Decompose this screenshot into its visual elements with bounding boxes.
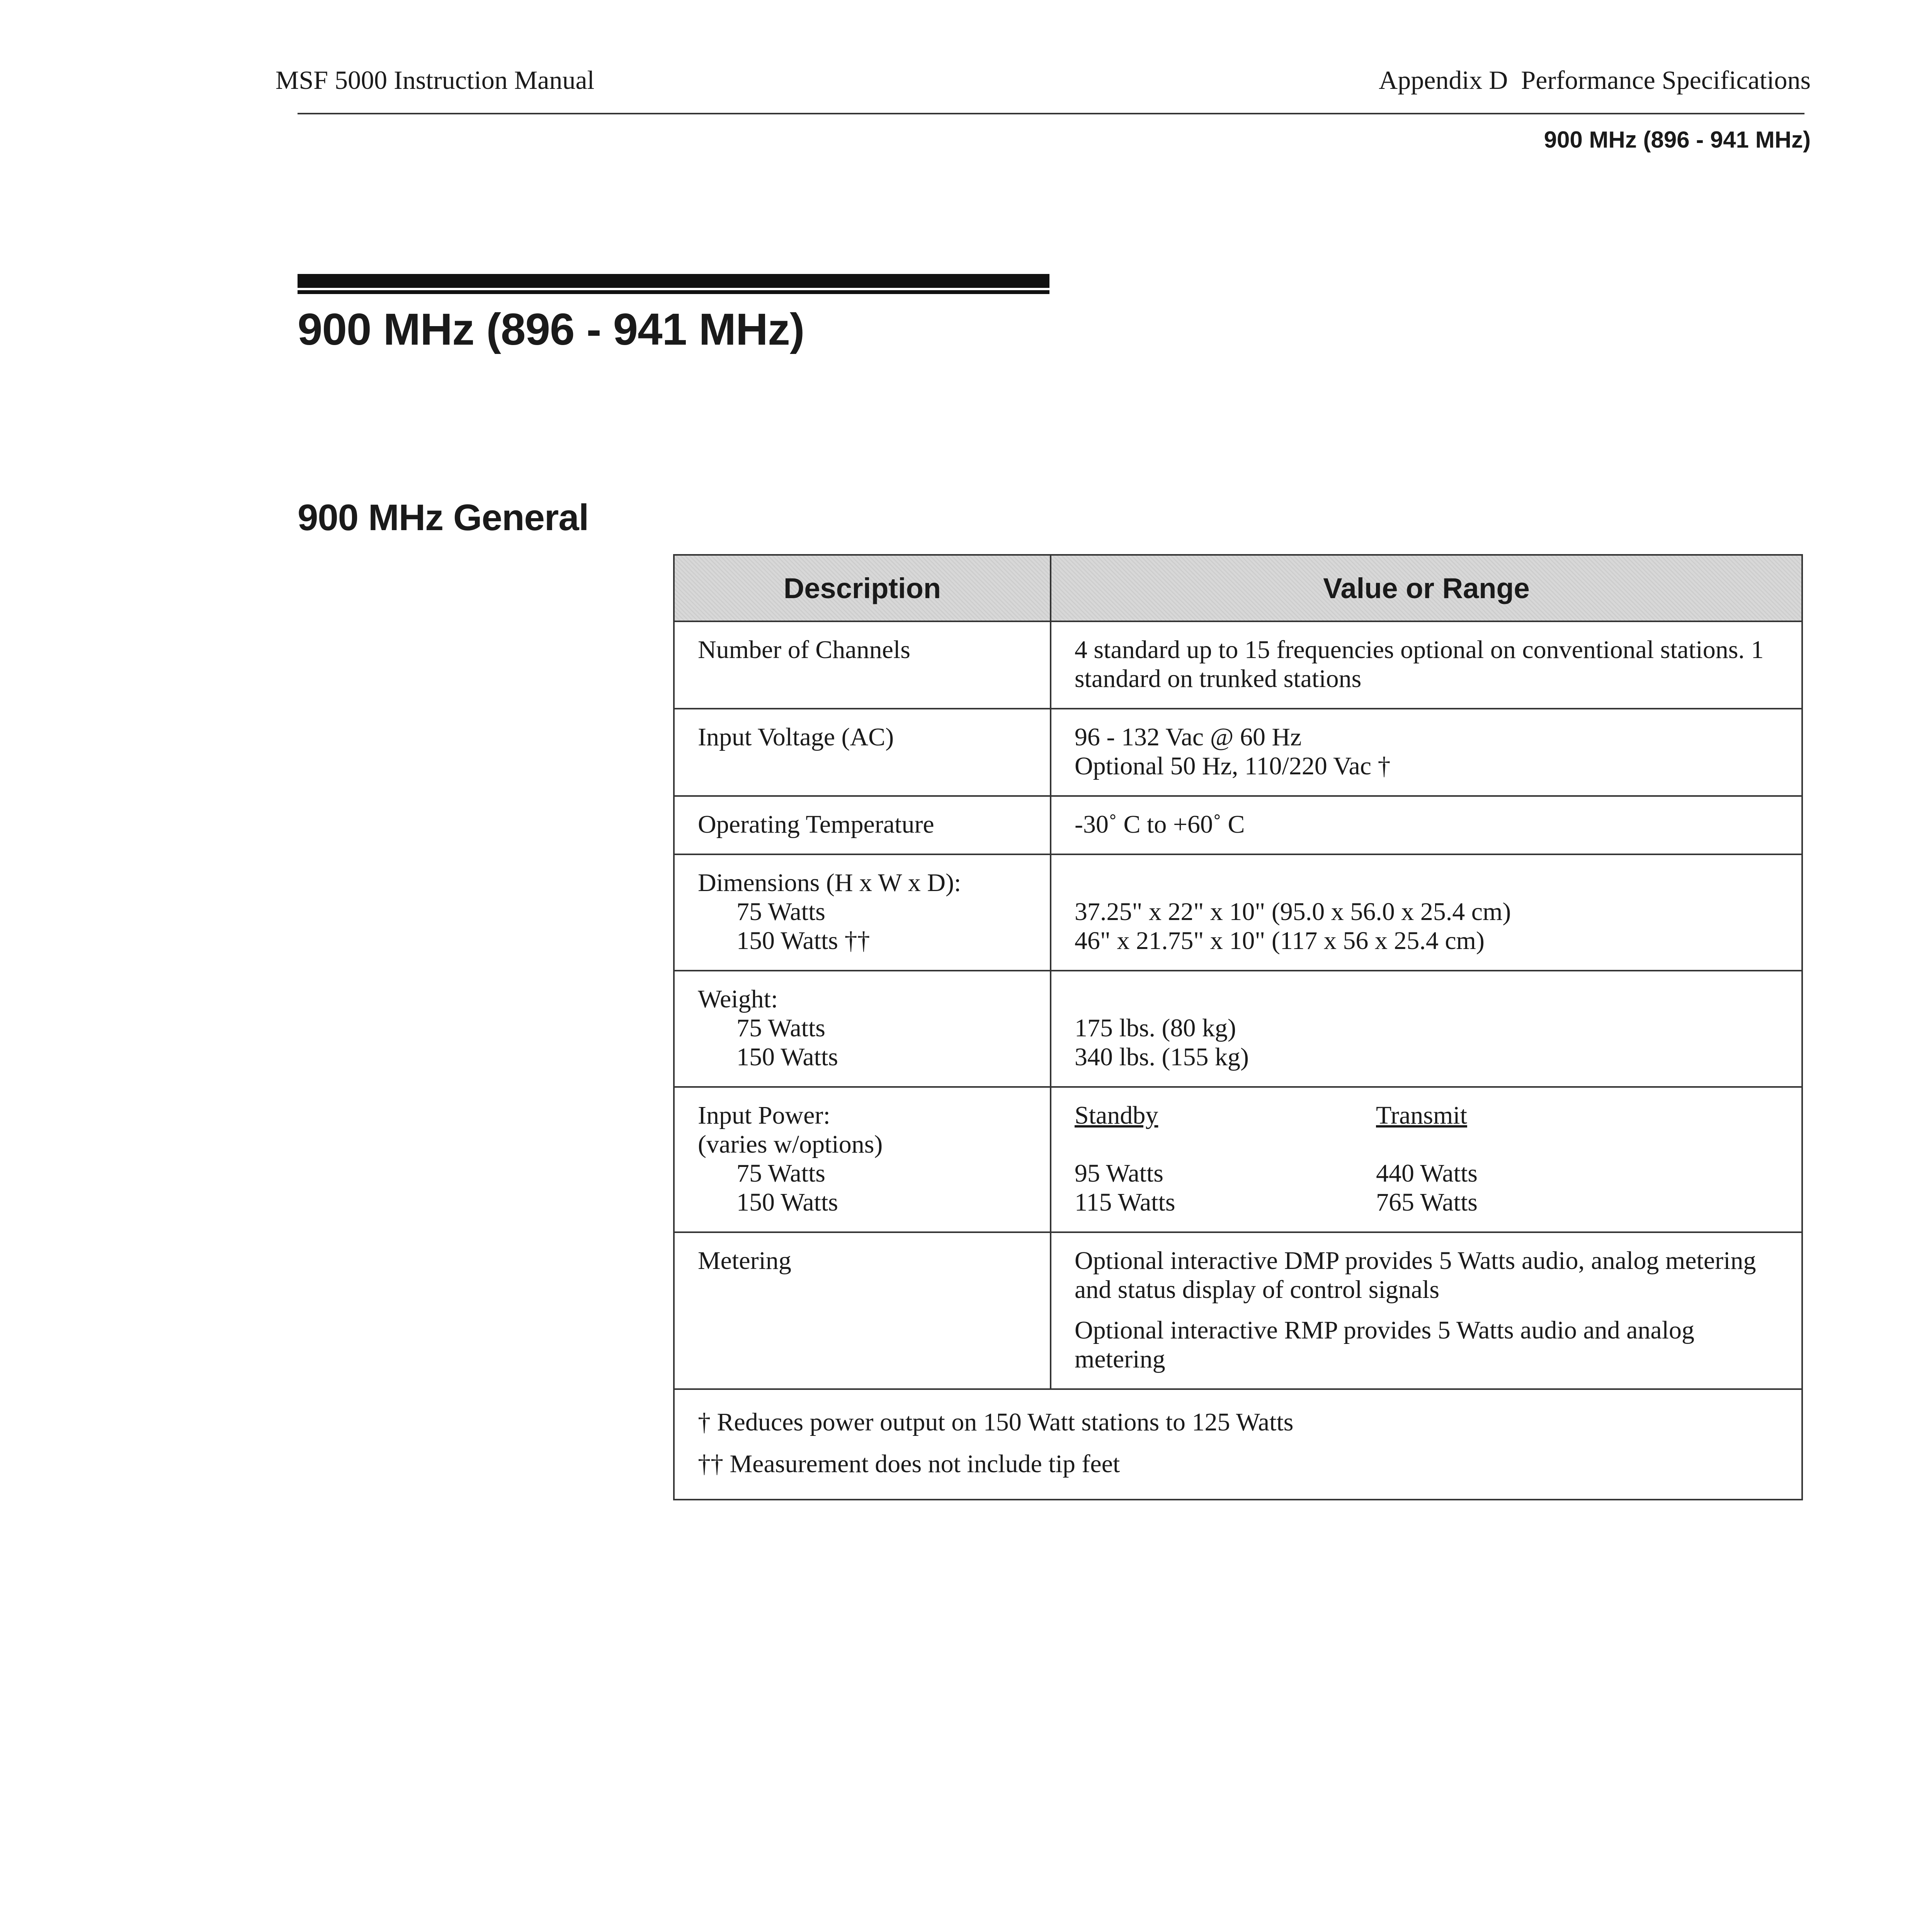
- metering-label: Metering: [698, 1247, 791, 1275]
- power-sub-2: 150 Watts: [736, 1188, 838, 1216]
- spec-table: [673, 554, 1803, 1500]
- header-rule: [298, 113, 1804, 114]
- power-label-2: (varies w/options): [698, 1130, 883, 1158]
- table-notes-row: [674, 1389, 1802, 1500]
- table-row: [674, 796, 1802, 854]
- channels-label: Number of Channels: [698, 636, 910, 664]
- weight-value-1: 175 lbs. (80 kg): [1075, 1014, 1236, 1042]
- weight-label: Weight:: [698, 985, 778, 1013]
- table-row: [674, 971, 1802, 1087]
- power-standby-2: 115 Watts: [1075, 1188, 1175, 1216]
- metering-value-1: Optional interactive DMP provides 5 Watts audio, analog metering and status display of control signals: [1075, 1247, 1756, 1304]
- col-header-value: Value or Range: [1051, 555, 1802, 621]
- footnote-dagger: † Reduces power output on 150 Watt stations to 125 Watts: [698, 1408, 1294, 1436]
- power-sub-1: 75 Watts: [736, 1159, 825, 1187]
- table-row: [674, 854, 1802, 971]
- row-label: [674, 854, 1051, 971]
- power-col-standby: Standby: [1075, 1101, 1158, 1129]
- voltage-value-1: 96 - 132 Vac @ 60 Hz: [1075, 723, 1302, 751]
- power-grid: [1075, 1101, 1786, 1217]
- table-row: [674, 1087, 1802, 1232]
- appendix-label: Appendix D: [1379, 65, 1508, 95]
- dimensions-label: Dimensions (H x W x D):: [698, 869, 961, 897]
- channels-value: 4 standard up to 15 frequencies optional on conventional stations. 1 standard on trunked stations: [1075, 636, 1764, 693]
- weight-sub-2: 150 Watts: [736, 1043, 838, 1071]
- row-label: [674, 796, 1051, 854]
- row-value: [1051, 709, 1802, 796]
- metering-value-2: Optional interactive RMP provides 5 Watts audio and analog metering: [1075, 1316, 1695, 1373]
- table-row: [674, 709, 1802, 796]
- row-label: [674, 1232, 1051, 1389]
- power-col-transmit: Transmit: [1376, 1101, 1467, 1129]
- row-label: [674, 709, 1051, 796]
- dimensions-value-1: 37.25" x 22" x 10" (95.0 x 56.0 x 25.4 cm): [1075, 898, 1511, 926]
- weight-value-2: 340 lbs. (155 kg): [1075, 1043, 1249, 1071]
- table-header-row: [674, 555, 1802, 621]
- dimensions-sub-1: 75 Watts: [736, 898, 825, 926]
- power-transmit-2: 765 Watts: [1376, 1188, 1478, 1216]
- dimensions-sub-2: 150 Watts ††: [736, 927, 870, 955]
- table-row: [674, 1232, 1802, 1389]
- footnote-double-dagger: †† Measurement does not include tip feet: [698, 1450, 1120, 1478]
- subsection-title: 900 MHz General: [298, 497, 589, 538]
- row-value: [1051, 796, 1802, 854]
- power-label: Input Power:: [698, 1101, 830, 1129]
- header-subsection: 900 MHz (896 - 941 MHz): [1544, 127, 1811, 153]
- manual-title: MSF 5000 Instruction Manual: [276, 65, 595, 95]
- row-label: [674, 971, 1051, 1087]
- table-row: [674, 621, 1802, 709]
- row-value: [1051, 854, 1802, 971]
- table-notes: [674, 1389, 1802, 1500]
- section-title: 900 MHz (896 - 941 MHz): [298, 304, 804, 354]
- row-label: [674, 621, 1051, 709]
- row-value: [1051, 621, 1802, 709]
- section-rule-thick: [298, 274, 1049, 288]
- dimensions-value-2: 46" x 21.75" x 10" (117 x 56 x 25.4 cm): [1075, 927, 1485, 955]
- row-value: [1051, 971, 1802, 1087]
- section-rule-thin: [298, 290, 1049, 294]
- voltage-value-2: Optional 50 Hz, 110/220 Vac †: [1075, 752, 1391, 780]
- voltage-label: Input Voltage (AC): [698, 723, 894, 751]
- appendix-title: Performance Specifications: [1521, 65, 1811, 95]
- weight-sub-1: 75 Watts: [736, 1014, 825, 1042]
- row-value: [1051, 1087, 1802, 1232]
- power-transmit-1: 440 Watts: [1376, 1159, 1478, 1187]
- col-header-description: Description: [674, 555, 1051, 621]
- temperature-label: Operating Temperature: [698, 810, 934, 838]
- power-standby-1: 95 Watts: [1075, 1159, 1163, 1187]
- row-value: [1051, 1232, 1802, 1389]
- temperature-value: -30˚ C to +60˚ C: [1075, 810, 1245, 838]
- row-label: [674, 1087, 1051, 1232]
- appendix-header: [1379, 65, 1811, 95]
